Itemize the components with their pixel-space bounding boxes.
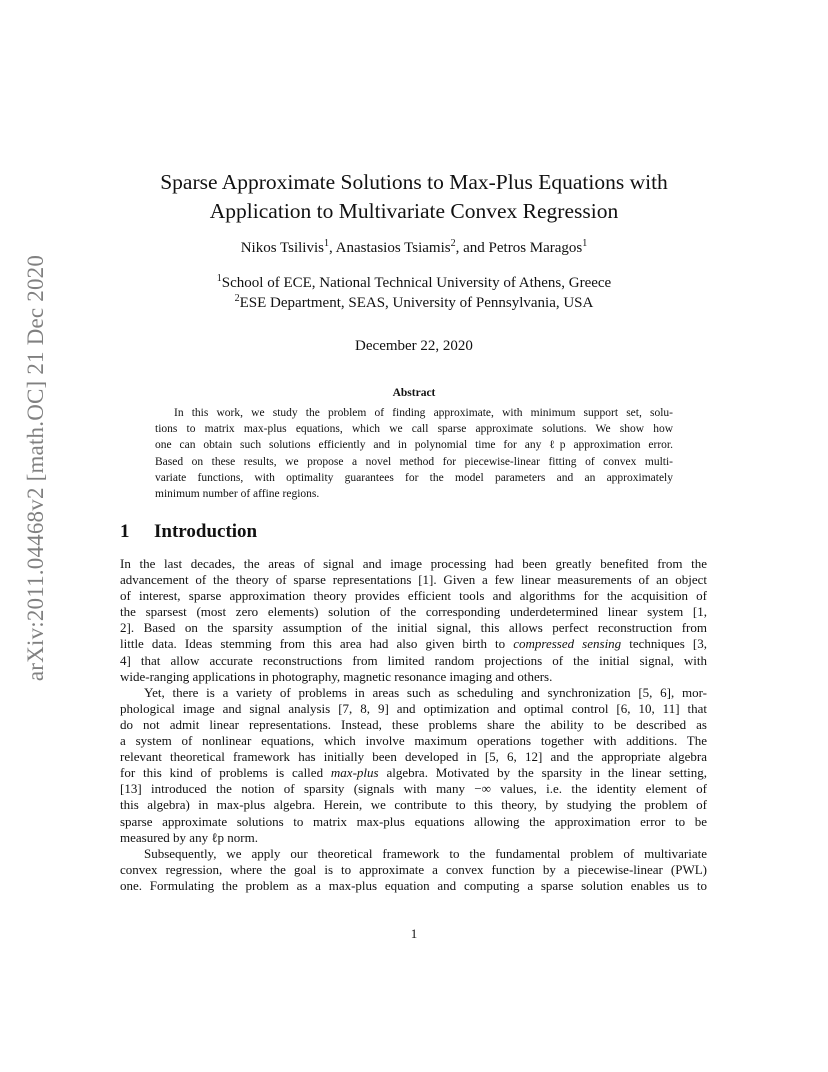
abstract-body (155, 405, 673, 502)
title-line: Application to Multivariate Convex Regression (209, 199, 619, 223)
abstract-line: tions to matrix max-plus equations, which we call sparse approximate solutions. We show how (155, 423, 673, 436)
body-line: 2]. Based on the sparsity assumption of the initial signal, this allows perfect reconstruction from (120, 620, 707, 636)
affiliation-text: ESE Department, SEAS, University of Pennsylvania, USA (239, 295, 594, 311)
introduction-text (120, 556, 707, 894)
body-line: for this kind of problems is called max-plus algebra. Motivated by the sparsity in the linear setting, (120, 765, 707, 781)
affiliation-list (0, 273, 828, 313)
body-line: advancement of the theory of sparse representations [1]. Given a few linear measurements of an object (120, 572, 707, 588)
abstract-line: Based on these results, we propose a novel method for piecewise-linear fitting of convex multi- (155, 455, 673, 468)
author-name: Anastasios Tsiamis (335, 240, 451, 256)
page-number: 1 (410, 926, 418, 941)
body-line: a system of nonlinear equations, which involve maximum operations together with additions. The (120, 733, 707, 749)
abstract-line: minimum number of affine regions. (155, 488, 320, 501)
abstract-line: one can obtain such solutions efficiently and in polynomial time for any ℓp approximation error. (155, 439, 673, 452)
emphasized-term: compressed sensing (513, 636, 622, 652)
paper-date: December 22, 2020 (355, 338, 473, 354)
author-separator: , (328, 240, 336, 256)
body-line: measured by any ℓp norm. (120, 829, 258, 845)
abstract-line: In this work, we study the problem of finding approximate, with minimum support set, solu- (174, 407, 673, 419)
paper-title (0, 168, 828, 226)
affiliation-text: School of ECE, National Technical University of Athens, Greece (221, 275, 612, 291)
body-line: one. Formulating the problem as a max-plus equation and computing a sparse solution enables us to (120, 877, 707, 893)
body-line: In the last decades, the areas of signal and image processing had been greatly benefited from the (120, 556, 707, 571)
author-affiliation-mark: 1 (323, 238, 329, 249)
body-line: convex regression, where the goal is to approximate a convex function by a piecewise-linear (PWL) (120, 861, 707, 877)
body-line: wide-ranging applications in photography, magnetic resonance imaging and others. (120, 668, 553, 684)
section-title: Introduction (154, 521, 258, 542)
author-affiliation-mark: 1 (582, 238, 588, 249)
body-line: do not admit linear representations. Instead, these problems share the ability to be described as (120, 716, 707, 732)
section-heading (120, 520, 257, 544)
abstract-line: variate functions, with optimality guarantees for the model parameters and an approximately (155, 471, 673, 484)
affiliation (0, 293, 828, 313)
body-line: sparse approximate solutions to matrix max-plus equations allowing the approximation error to be (120, 813, 707, 829)
arxiv-identifier: arXiv:2011.04468v2 [math.OC] 21 Dec 2020 (23, 254, 48, 682)
affiliation (0, 273, 828, 293)
abstract-heading: Abstract (392, 387, 436, 399)
body-line: 4] that allow accurate reconstructions from limited random projections of the initial signal, with (120, 652, 707, 668)
body-line: [13] introduced the notion of sparsity (signals with many −∞ values, i.e. the identity element of (120, 781, 707, 797)
emphasized-term: max-plus (330, 765, 379, 781)
author-name: Petros Maragos (488, 240, 583, 256)
body-line: relevant theoretical framework has initially been developed in [5, 6, 12] and the appropriate algebra (120, 749, 707, 765)
body-line: this algebra) in max-plus algebra. Herein, we contribute to this theory, by studying the problem of (120, 797, 707, 813)
body-line: the sparsest (most zero elements) solution of the corresponding underdetermined linear system [1, (120, 604, 707, 620)
body-line: little data. Ideas stemming from this area had also given birth to compressed sensing techniques [3, (120, 636, 707, 652)
title-line: Sparse Approximate Solutions to Max-Plus Equations with (160, 170, 668, 194)
author-affiliation-mark: 2 (450, 238, 456, 249)
body-line: Subsequently, we apply our theoretical framework to the fundamental problem of multivariate (144, 845, 707, 861)
section-number: 1 (120, 521, 130, 542)
body-line: Yet, there is a variety of problems in areas such as scheduling and synchronization [5, 6], mor- (144, 684, 707, 700)
affiliation-mark: 1 (216, 273, 222, 284)
body-line: phological image and signal analysis [7, 8, 9] and optimization and optimal control [6, 10, 11] that (120, 700, 707, 716)
author-name: Nikos Tsilivis (240, 240, 324, 256)
author-separator: , and (455, 240, 489, 256)
affiliation-mark: 2 (234, 293, 240, 304)
body-line: of interest, sparse approximation theory provides efficient tools and algorithms for the acquisition of (120, 588, 707, 604)
author-list (0, 238, 828, 258)
